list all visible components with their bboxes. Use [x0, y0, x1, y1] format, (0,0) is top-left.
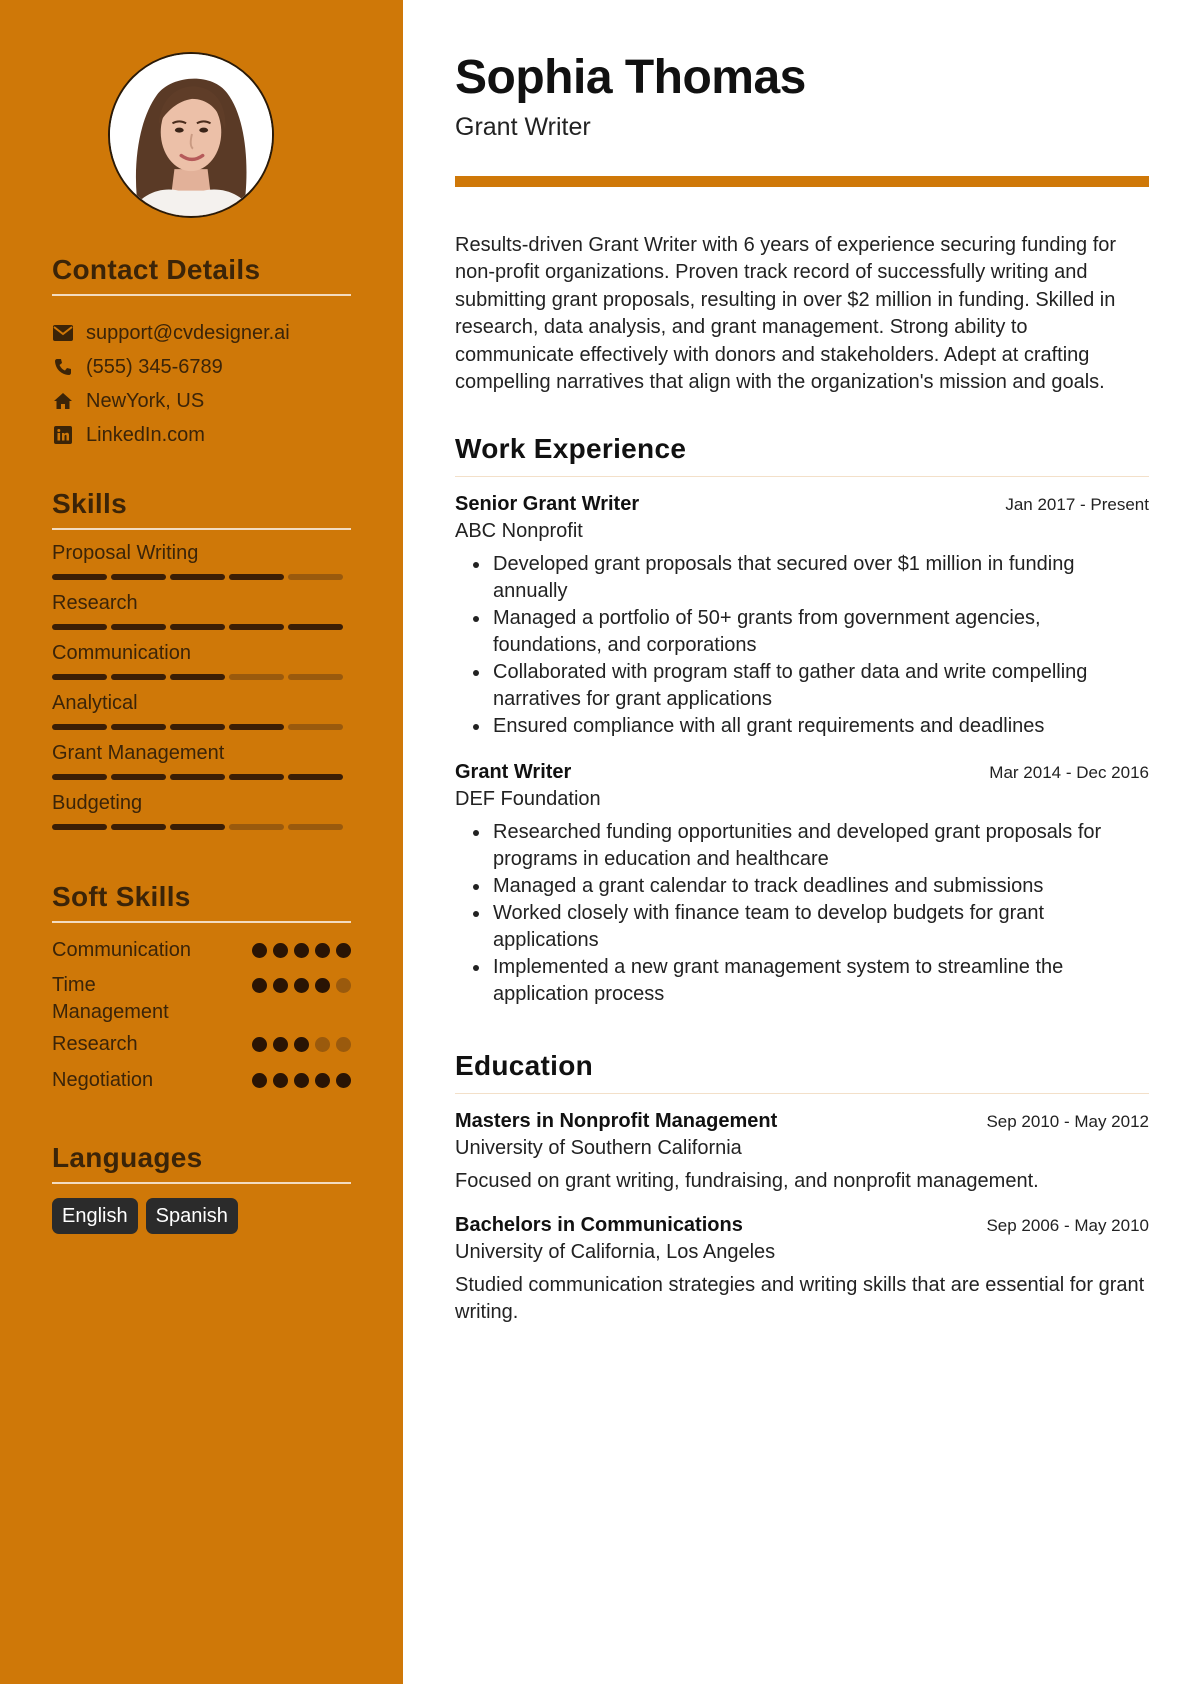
skill-level-segment	[170, 724, 225, 730]
skill-level-bar	[52, 724, 351, 730]
job-title: Senior Grant Writer	[455, 493, 640, 515]
degree-title: Masters in Nonprofit Management	[455, 1110, 778, 1132]
contact-linkedin[interactable]	[52, 418, 351, 452]
sidebar	[0, 0, 403, 1684]
soft-skill-rating	[252, 943, 351, 964]
contact-location	[52, 384, 351, 418]
contact-email[interactable]	[52, 316, 351, 350]
skill-level-segment	[111, 774, 166, 780]
soft-skill-item	[52, 937, 351, 964]
rating-dot	[294, 1073, 309, 1088]
job-date: Mar 2014 - Dec 2016	[989, 763, 1149, 782]
skill-item	[52, 740, 351, 790]
education-description: Studied communication strategies and writing skills that are essential for grant writing.	[455, 1274, 1145, 1323]
skill-name: Proposal Writing	[52, 542, 199, 564]
soft-skills-list	[52, 937, 351, 1094]
job-bullet: Researched funding opportunities and developed grant proposals for programs in education and healthcare	[455, 819, 1149, 873]
header-accent-bar	[455, 176, 1149, 187]
job-organization: ABC Nonprofit	[455, 520, 583, 542]
rating-dot	[252, 943, 267, 958]
candidate-role: Grant Writer	[455, 113, 591, 141]
skill-name: Grant Management	[52, 742, 225, 764]
education-date: Sep 2010 - May 2012	[986, 1112, 1149, 1131]
skill-level-segment	[229, 724, 284, 730]
rating-dot	[294, 943, 309, 958]
soft-skill-rating	[252, 1073, 351, 1094]
rating-dot	[273, 1037, 288, 1052]
soft-skills-divider	[52, 921, 351, 923]
skill-level-segment	[170, 774, 225, 780]
education-entry	[455, 1212, 1149, 1326]
skill-item	[52, 540, 351, 590]
phone-icon	[52, 357, 74, 377]
skill-item	[52, 790, 351, 840]
skill-level-segment	[170, 574, 225, 580]
skill-level-segment	[229, 624, 284, 630]
skill-level-segment	[52, 674, 107, 680]
rating-dot	[273, 978, 288, 993]
rating-dot	[273, 1073, 288, 1088]
job-bullet: Collaborated with program staff to gather data and write compelling narratives for grant applications	[455, 659, 1149, 713]
skill-level-bar	[52, 824, 351, 830]
job-bullet: Managed a portfolio of 50+ grants from government agencies, foundations, and corporations	[455, 605, 1149, 659]
job-entry	[455, 491, 1149, 740]
skill-item	[52, 590, 351, 640]
skill-level-segment	[111, 674, 166, 680]
soft-skill-rating	[252, 1037, 351, 1058]
job-organization: DEF Foundation	[455, 788, 601, 810]
contact-linkedin-text: LinkedIn.com	[86, 423, 205, 446]
linkedin-icon	[52, 425, 74, 445]
job-title: Grant Writer	[455, 761, 572, 783]
contact-title: Contact Details	[52, 254, 261, 285]
skill-level-segment	[52, 724, 107, 730]
rating-dot	[336, 978, 351, 993]
portrait-image	[110, 54, 272, 216]
skills-list	[52, 540, 351, 840]
rating-dot	[336, 1073, 351, 1088]
rating-dot	[252, 1073, 267, 1088]
job-bullet: Managed a grant calendar to track deadlines and submissions	[455, 873, 1149, 900]
languages-list	[52, 1198, 351, 1234]
skills-title: Skills	[52, 488, 127, 519]
contact-divider	[52, 294, 351, 296]
skill-name: Research	[52, 592, 138, 614]
skill-level-segment	[288, 674, 343, 680]
degree-title: Bachelors in Communications	[455, 1214, 743, 1236]
soft-skill-name: Research	[52, 1033, 138, 1055]
skill-level-segment	[288, 574, 343, 580]
skill-level-segment	[170, 624, 225, 630]
skill-level-segment	[52, 774, 107, 780]
soft-skill-name: Communication	[52, 939, 191, 961]
skill-level-segment	[288, 824, 343, 830]
school-name: University of Southern California	[455, 1137, 742, 1159]
skill-level-segment	[52, 824, 107, 830]
skill-level-segment	[229, 774, 284, 780]
rating-dot	[294, 1037, 309, 1052]
rating-dot	[252, 1037, 267, 1052]
education-header	[455, 1212, 1149, 1238]
job-entry	[455, 759, 1149, 1008]
job-bullet: Worked closely with finance team to develop budgets for grant applications	[455, 900, 1149, 954]
skills-divider	[52, 528, 351, 530]
contact-email-text: support@cvdesigner.ai	[86, 321, 290, 344]
rating-dot	[336, 1037, 351, 1052]
soft-skills-title: Soft Skills	[52, 881, 191, 912]
main-content	[403, 0, 1200, 1684]
soft-skill-item	[52, 1031, 351, 1058]
skill-level-segment	[52, 574, 107, 580]
contact-phone[interactable]	[52, 350, 351, 384]
soft-skills-section	[52, 880, 351, 1094]
education-divider	[455, 1093, 1149, 1094]
language-pill: English	[52, 1198, 138, 1234]
skill-level-bar	[52, 574, 351, 580]
languages-divider	[52, 1182, 351, 1184]
languages-section	[52, 1141, 351, 1234]
skill-level-segment	[229, 574, 284, 580]
contact-list	[52, 316, 351, 452]
contact-section	[52, 253, 351, 452]
skill-level-segment	[229, 824, 284, 830]
skill-name: Analytical	[52, 692, 138, 714]
education-entry	[455, 1108, 1149, 1195]
soft-skill-item	[52, 972, 351, 1026]
skill-level-bar	[52, 774, 351, 780]
rating-dot	[252, 978, 267, 993]
skill-level-segment	[111, 574, 166, 580]
soft-skill-name: Time Management	[52, 974, 169, 1023]
job-bullets	[455, 551, 1149, 740]
job-bullet: Ensured compliance with all grant requirements and deadlines	[455, 713, 1149, 740]
languages-title: Languages	[52, 1142, 203, 1173]
education-header	[455, 1108, 1149, 1134]
education-description: Focused on grant writing, fundraising, and nonprofit management.	[455, 1170, 1039, 1192]
job-bullet: Developed grant proposals that secured over $1 million in funding annually	[455, 551, 1149, 605]
skills-section	[52, 487, 351, 840]
profile-photo	[108, 52, 274, 218]
work-experience-section	[455, 432, 1149, 477]
skill-level-bar	[52, 624, 351, 630]
skill-level-segment	[229, 674, 284, 680]
envelope-icon	[52, 323, 74, 343]
rating-dot	[315, 943, 330, 958]
rating-dot	[315, 978, 330, 993]
soft-skill-name: Negotiation	[52, 1069, 154, 1091]
job-date: Jan 2017 - Present	[1005, 495, 1149, 514]
language-pill: Spanish	[146, 1198, 238, 1234]
summary-text: Results-driven Grant Writer with 6 years of experience securing funding for non-profit organizations. Proven track record of successfully writing and submitting grant proposals, resulting in over $2 million in funding. Skilled in research, data analysis, and grant management. Strong ability to communicate effectively with donors and stakeholders. Adept at crafting compelling narratives that align with the organization's mission and goals.	[455, 234, 1117, 394]
job-header	[455, 491, 1149, 517]
rating-dot	[273, 943, 288, 958]
skill-item	[52, 690, 351, 740]
skill-level-segment	[170, 824, 225, 830]
job-header	[455, 759, 1149, 785]
rating-dot	[294, 978, 309, 993]
candidate-name: Sophia Thomas	[455, 51, 806, 104]
skill-item	[52, 640, 351, 690]
soft-skill-item	[52, 1067, 351, 1094]
work-experience-divider	[455, 476, 1149, 477]
skill-level-segment	[288, 774, 343, 780]
job-bullets	[455, 819, 1149, 1008]
skill-level-bar	[52, 674, 351, 680]
school-name: University of California, Los Angeles	[455, 1241, 776, 1263]
rating-dot	[315, 1073, 330, 1088]
skill-level-segment	[111, 824, 166, 830]
education-title: Education	[455, 1050, 594, 1081]
education-date: Sep 2006 - May 2010	[986, 1216, 1149, 1235]
soft-skill-rating	[252, 978, 351, 1026]
contact-location-text: NewYork, US	[86, 389, 205, 412]
contact-phone-text: (555) 345-6789	[86, 355, 223, 378]
work-experience-title: Work Experience	[455, 433, 687, 464]
education-section	[455, 1049, 1149, 1094]
skill-name: Communication	[52, 642, 191, 664]
job-bullet: Implemented a new grant management system to streamline the application process	[455, 954, 1149, 1008]
skill-level-segment	[52, 624, 107, 630]
rating-dot	[336, 943, 351, 958]
rating-dot	[315, 1037, 330, 1052]
skill-name: Budgeting	[52, 792, 143, 814]
home-icon	[52, 391, 74, 411]
skill-level-segment	[170, 674, 225, 680]
skill-level-segment	[111, 724, 166, 730]
skill-level-segment	[111, 624, 166, 630]
skill-level-segment	[288, 624, 343, 630]
skill-level-segment	[288, 724, 343, 730]
